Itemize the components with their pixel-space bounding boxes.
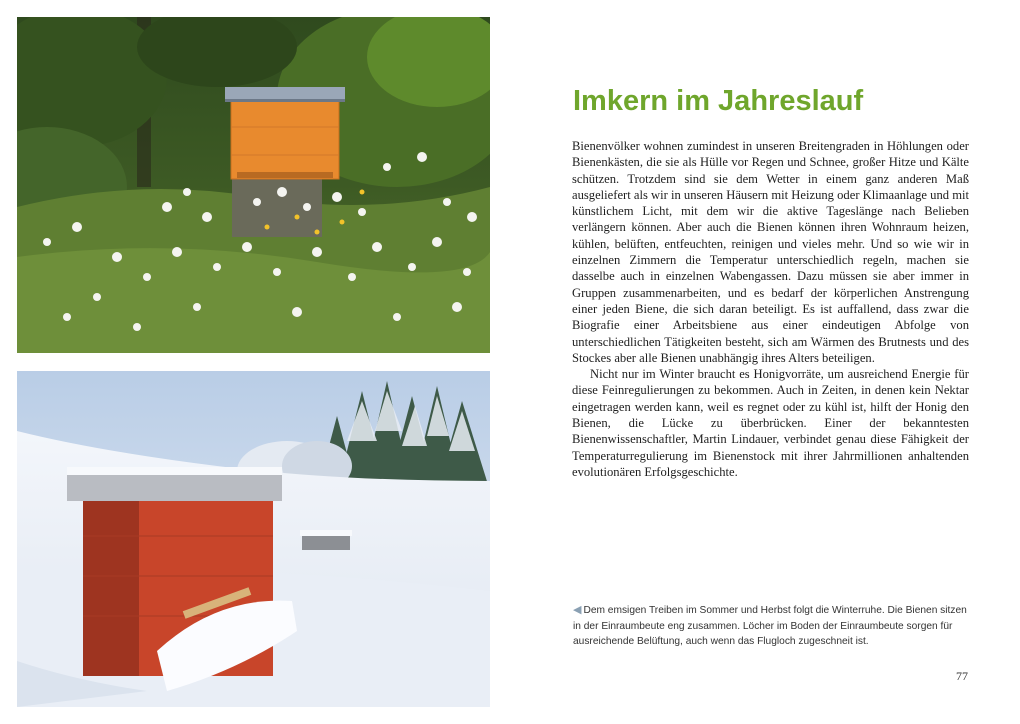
image-caption [573,603,973,650]
page-title: Imkern im Jahreslauf [573,85,864,118]
paragraph-1: Bienenvölker wohnen zumindest in unseren Breitengraden in Höhlungen oder Bienenkästen, die sie als Hülle vor Regen und Schnee, großer Hitze und Kälte schützen. Trotzdem sind sie dem Wetter in einem ganz anderen Maß ausgeliefert als wir in unseren Häusern mit Heizung oder Klimaanlage und mit künstlichem Licht, mit dem wir die aktive Tageslänge nach Belieben verlängern können. Aber auch die Bienen können ihren Wohnraum heizen, kühlen, belüften, entfeuchten, reinigen und vieles mehr. Und so wie wir in einzelnen Zimmern die Temperatur unterschiedlich regeln, machen sie dasselbe auch in einzelnen Wabengassen. Dazu müssen sie aber immer in Gruppen zusammenarbeiten, und es bedarf der körperlichen Anstrengung einer jeden Biene, die sich daran beteiligt. Es ist auffallend, dass zwar die Biografie einer Arbeitsbiene aus einer eindeutigen Abfolge von unterschiedlichen Tätigkeiten besteht, sich am Wärmen des Brutnests und des Stockes aber alle Bienen unabhängig ihres Alters beteiligen. [572,139,969,365]
photo-winter-beehive [17,371,490,707]
page-number: 77 [956,669,968,683]
photo-summer-beehive [17,17,490,353]
caption-text: Dem emsigen Treiben im Sommer und Herbst folgt die Winterruhe. Die Bienen sitzen in der Einraumbeute eng zusammen. Löcher im Boden der Einraumbeute sorgen für ausreichende Belüftung, auch wenn das Flugloch zugeschneit ist. [573,605,967,647]
summer-beehive-illustration [17,17,490,353]
caption-arrow-icon: ◀ [573,604,582,616]
body-text [572,138,969,480]
paragraph-2: Nicht nur im Winter braucht es Honigvorräte, um ausreichend Energie für diese Feinregulierungen zu bekommen. Auch in Zeiten, in denen kein Nektar eingetragen werden kann, weil es regnet oder zu kühl ist, hilft der Honig den Bienen, die Lücke zu überbrücken. Einer der bekanntesten Bienenwissenschaftler, Martin Lindauer, verbindet genau diese Fähigkeit der Temperaturregulierung im Bienenstock mit ihrer Jahrmillionen anhaltenden evolutionären Erfolgsgeschichte. [572,367,969,479]
winter-beehive-illustration [17,371,490,707]
